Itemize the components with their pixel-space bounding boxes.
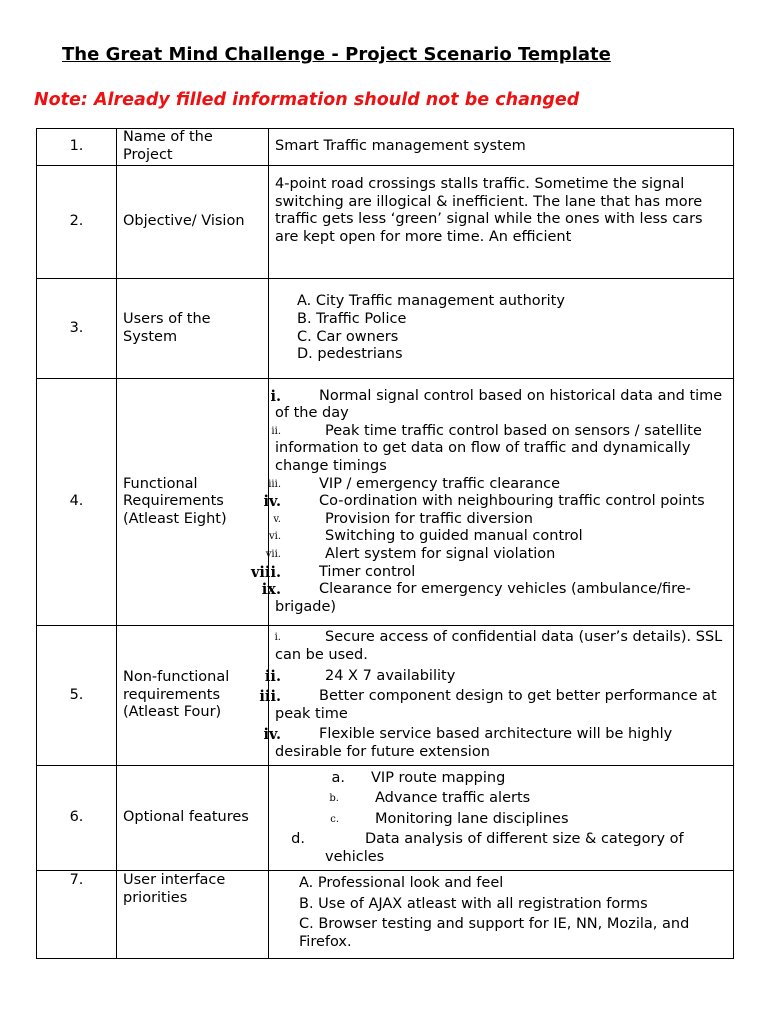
list-item: A. Professional look and feel [299, 875, 504, 891]
list-text: Clearance for emergency vehicles (ambulance/fire-brigade) [275, 581, 691, 615]
row-label: Objective/ Vision [117, 166, 269, 279]
row-functional-requirements [37, 379, 734, 626]
list-marker: iv. [263, 493, 281, 511]
list-item [263, 726, 727, 761]
list-marker: ix. [261, 581, 281, 599]
row-value [251, 379, 734, 626]
list-item [261, 581, 727, 616]
list-text: Monitoring lane disciplines [375, 810, 569, 827]
list-text: Provision for traffic diversion [325, 510, 533, 527]
list-text: Alert system for signal violation [325, 545, 556, 562]
list-text: Secure access of confidential data (user’s details). SSL can be used. [275, 629, 723, 664]
list-item [265, 545, 727, 564]
project-scenario-table [36, 128, 734, 959]
list-marker: vi. [268, 531, 281, 543]
list-marker: c. [330, 813, 339, 825]
list-marker: b. [329, 793, 339, 805]
objective-text: 4-point road crossings stalls traffic. Sometime the signal switching are illogical & inefficient. The lane that has more traffic gets less ‘green’ signal while the ones with less cars are kept open for more time. An efficient [275, 176, 703, 245]
row-label: Name of the Project [117, 129, 269, 166]
row-value [259, 626, 734, 766]
list-text: Data analysis of different size & category of vehicles [325, 831, 684, 865]
list-marker: d. [291, 831, 305, 848]
row-users [37, 279, 734, 379]
list-text: VIP route mapping [371, 769, 506, 786]
non-functional-list [259, 629, 727, 761]
list-item: C. Car owners [297, 328, 399, 345]
row-ui-priorities [37, 871, 734, 959]
list-item [264, 667, 727, 686]
row-label: Users of the System [117, 279, 269, 379]
list-item [268, 475, 727, 494]
row-label: Non-functional requirements (Atleast Four) [117, 626, 269, 766]
functional-list [251, 387, 727, 617]
row-number: 3. [37, 279, 117, 379]
row-number: 4. [37, 379, 117, 626]
row-objective [37, 166, 734, 279]
list-text: 24 X 7 availability [325, 667, 456, 684]
list-item [275, 790, 727, 808]
list-item [263, 493, 727, 511]
list-marker: i. [274, 632, 281, 644]
list-item [271, 422, 727, 476]
row-value [269, 766, 734, 871]
row-label: Functional Requirements (Atleast Eight) [117, 379, 269, 626]
users-list [275, 293, 727, 363]
row-number: 5. [37, 626, 117, 766]
row-project-name [37, 129, 734, 166]
row-value [269, 871, 734, 959]
list-item [268, 528, 727, 546]
list-marker: a. [331, 769, 345, 786]
list-text: Better component design to get better performance at peak time [275, 688, 717, 722]
document-title: The Great Mind Challenge - Project Scenario Template [62, 44, 611, 65]
ui-priorities-list [275, 875, 727, 951]
list-marker: v. [273, 513, 281, 525]
list-item: B. Use of AJAX atleast with all registration forms [299, 895, 648, 912]
row-number: 2. [37, 166, 117, 279]
list-item [270, 387, 727, 423]
row-value: Smart Traffic management system [269, 129, 734, 166]
row-label: User interface priorities [117, 871, 269, 959]
list-marker: ii. [264, 667, 281, 685]
row-number: 6. [37, 766, 117, 871]
list-item [275, 831, 727, 866]
row-number: 7. [37, 871, 117, 959]
list-marker: vii. [265, 548, 281, 560]
list-item [275, 511, 727, 529]
list-marker: iii. [259, 688, 281, 706]
list-text: Advance traffic alerts [375, 790, 531, 807]
list-marker: iv. [263, 726, 281, 744]
list-text: VIP / emergency traffic clearance [319, 475, 561, 492]
list-item: B. Traffic Police [297, 310, 407, 327]
list-text: Timer control [319, 563, 416, 580]
list-marker: viii. [251, 563, 281, 581]
row-value [269, 166, 734, 279]
list-text: Peak time traffic control based on sensors / satellite information to get data on flow of traffic and dynamically change timings [275, 422, 702, 475]
list-marker: i. [270, 387, 281, 405]
optional-features-list [275, 770, 727, 867]
list-item [275, 770, 727, 788]
list-item: A. City Traffic management authority [297, 293, 565, 310]
row-optional-features [37, 766, 734, 871]
list-marker: iii. [268, 478, 281, 490]
row-value [269, 279, 734, 379]
list-text: Flexible service based architecture will be highly desirable for future extension [275, 726, 673, 760]
list-marker: ii. [271, 425, 281, 437]
list-item: D. pedestrians [297, 346, 403, 363]
list-text: Switching to guided manual control [325, 528, 583, 545]
row-label: Optional features [117, 766, 269, 871]
row-number: 1. [37, 129, 117, 166]
note-warning: Note: Already filled information should not be changed [34, 90, 580, 110]
list-item [251, 563, 727, 582]
list-item [275, 811, 727, 829]
list-item: C. Browser testing and support for IE, NN, Mozila, and Firefox. [299, 916, 690, 950]
row-non-functional-requirements [37, 626, 734, 766]
list-item [259, 688, 727, 723]
list-text: Normal signal control based on historical data and time of the day [275, 387, 723, 422]
list-text: Co-ordination with neighbouring traffic control points [319, 493, 705, 510]
list-item [275, 629, 727, 664]
